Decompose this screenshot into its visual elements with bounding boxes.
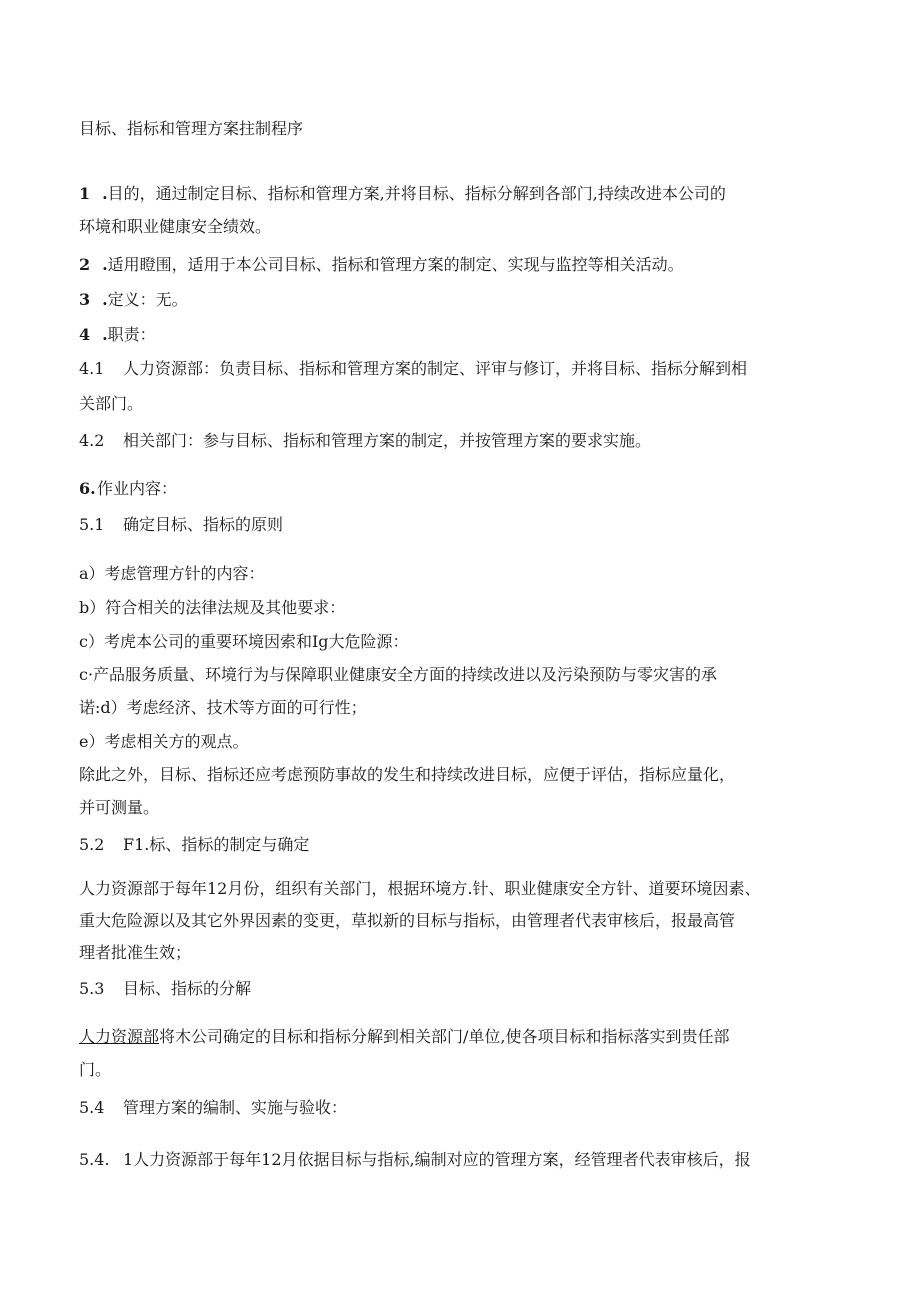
- section-5-4: 5.4 管理方案的编制、实施与验收：: [79, 1098, 348, 1117]
- para-5-2-cont2: 理者批准生效；: [79, 943, 192, 962]
- item-d: 诺:d）考虑经济、技术等方面的可行性；: [79, 698, 367, 717]
- section-6: 6.作业内容：: [79, 479, 178, 498]
- doc-title: 目标、指标和管理方案拄制程序: [79, 119, 304, 138]
- section-5-1: 5.1 确定目标、指标的原则: [79, 515, 284, 534]
- section-5-4-1: 5.4. 1人力资源部于每年12月依据目标与指标,编制对应的管理方案，经管理者代表审核后，报: [79, 1150, 751, 1169]
- item-b: b）符合相关的法律法规及其他要求：: [79, 598, 346, 617]
- section-1-cont: 环境和职业健康安全绩效。: [79, 217, 272, 236]
- item-c2: c·产品服务质量、环境行为与保障职业健康安全方面的持续改进以及污染预防与零灾害的承: [79, 665, 718, 684]
- section-2: 2 .适用瞪围，适用于本公司目标、指标和管理方案的制定、实现与监控等相关活动。: [79, 255, 684, 274]
- para-5-2: 人力资源部于每年12月份，组织有关部门，根据环境方.针、职业健康安全方针、道要环境因素、: [79, 879, 761, 898]
- section-4-2: 4.2 相关部门：参与目标、指标和管理方案的制定，并按管理方案的要求实施。: [79, 431, 652, 450]
- item-a: a）考虑管理方针的内容：: [79, 564, 265, 583]
- para-5-2-cont: 重大危险源以及其它外界因素的变更，草拟新的目标与指标，由管理者代表审核后，报最高管: [79, 911, 736, 930]
- item-c: c）考虎本公司的重要环境因索和Ig大危险源：: [79, 632, 409, 651]
- item-e: e）考虑相关方的观点。: [79, 732, 249, 751]
- section-5-2: 5.2 F1.标、指标的制定与确定: [79, 835, 310, 854]
- para-5-3-cont: 门。: [79, 1060, 112, 1079]
- section-4-1-cont: 关部门。: [79, 394, 144, 413]
- extra-paragraph-cont: 并可测量。: [79, 798, 160, 817]
- section-3: 3 .定义：无。: [79, 290, 188, 309]
- para-5-3: 人力资源部将木公司确定的目标和指标分解到相关部门/单位,使各项目标和指标落实到贵任部: [79, 1027, 730, 1046]
- section-5-3: 5.3 目标、指标的分解: [79, 979, 252, 998]
- section-4: 4 .职责：: [79, 325, 156, 344]
- section-1: 1 .目的，通过制定目标、指标和管理方案,并将目标、指标分解到各部门,持续改进本公司的: [79, 184, 726, 203]
- extra-paragraph: 除此之外，目标、指标还应考虑预防事故的发生和持续改进目标，应便于评估，指标应量化，: [79, 765, 736, 784]
- section-4-1: 4.1 人力资源部：负责目标、指标和管理方案的制定、评审与修订，并将目标、指标分解到相: [79, 359, 748, 378]
